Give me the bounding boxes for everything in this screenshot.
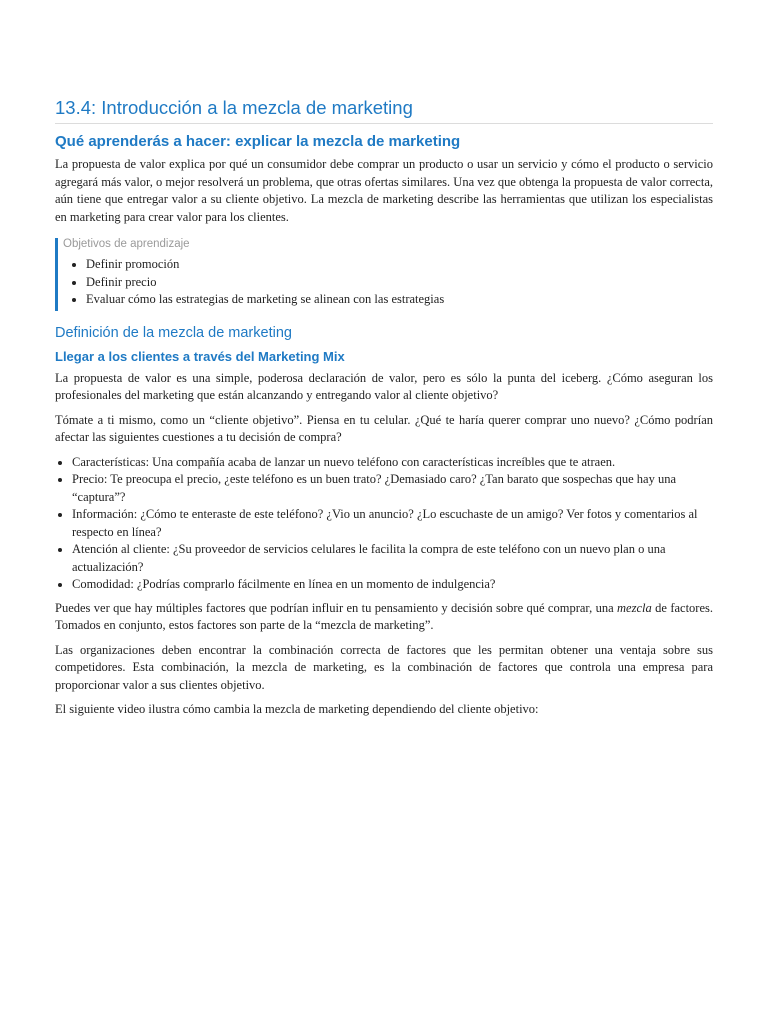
mix-text-after: de factores. Tomados en conjunto, estos factores son parte de la “mezcla de marketing”.	[55, 600, 714, 632]
factor-item: • Precio: Te preocupa el precio, ¿este teléfono es un buen trato? ¿Demasiado caro? ¿Tan barato que sospechas que hay una “captura”?	[72, 471, 713, 506]
learning-objectives-list	[58, 256, 713, 309]
paragraph-video-intro: El siguiente video ilustra cómo cambia la mezcla de marketing dependiendo del cliente objetivo:	[55, 702, 539, 716]
factors-list	[55, 454, 713, 594]
section-heading: Qué aprenderás a hacer: explicar la mezcla de marketing	[55, 133, 461, 150]
paragraph-mix-factors	[55, 600, 713, 635]
mix-text-before: Puedes ver que hay múltiples factores que podrían influir en tu pensamiento y decisión sobre qué comprar, una	[55, 600, 618, 615]
paragraph-organizations: Las organizaciones deben encontrar la combinación correcta de factores que les permitan obtener una ventaja sobre sus competidores. Esta combinación, la mezcla de marketing, es la combinación de factores que controla una empresa para proporcionar valor a sus clientes objetivo.	[55, 642, 713, 692]
mix-emphasis: mezcla	[617, 600, 652, 615]
objective-item: • Definir promoción	[86, 256, 713, 274]
learning-objectives-box	[55, 238, 713, 311]
factor-item: • Características: Una compañía acaba de lanzar un nuevo teléfono con características increíbles que te atraen.	[72, 454, 713, 472]
subsection-heading: Llegar a los clientes a través del Marketing Mix	[55, 348, 345, 364]
objective-item: • Definir precio	[86, 274, 713, 292]
chapter-title: 13.4: Introducción a la mezcla de marketing	[55, 97, 713, 124]
definition-heading: Definición de la mezcla de marketing	[55, 324, 292, 341]
document-content	[55, 97, 713, 726]
paragraph-iceberg: La propuesta de valor es una simple, poderosa declaración de valor, pero es sólo la punta del iceberg. ¿Cómo aseguran los profesionales del marketing que están alcanzando y entregando valor al cliente objetivo?	[55, 370, 713, 402]
factor-item: • Atención al cliente: ¿Su proveedor de servicios celulares le facilita la compra de este teléfono con un nuevo plan o una actualización?	[72, 541, 713, 576]
factor-item: • Comodidad: ¿Podrías comprarlo fácilmente en línea en un momento de indulgencia?	[72, 576, 713, 594]
objective-item: • Evaluar cómo las estrategias de marketing se alinean con las estrategias	[86, 291, 713, 309]
intro-paragraph: La propuesta de valor explica por qué un consumidor debe comprar un producto o usar un servicio y cómo el producto o servicio agregará más valor, o mejor resolverá un problema, que otras ofertas similares. Una vez que obtenga la propuesta de valor correcta, aún tiene que entregar valor a su cliente objetivo. La mezcla de marketing describe las herramientas que utilizan los especialistas en marketing para crear valor para los clientes.	[55, 157, 713, 224]
paragraph-target-customer: Tómate a ti mismo, como un “cliente objetivo”. Piensa en tu celular. ¿Qué te haría querer comprar uno nuevo? ¿Cómo podrían afectar las siguientes cuestiones a tu decisión de compra?	[55, 412, 713, 444]
learning-objectives-title: Objetivos de aprendizaje	[58, 238, 713, 256]
factor-item: • Información: ¿Cómo te enteraste de este teléfono? ¿Vio un anuncio? ¿Lo escuchaste de un amigo? Ver fotos y comentarios al respecto en línea?	[72, 506, 713, 541]
